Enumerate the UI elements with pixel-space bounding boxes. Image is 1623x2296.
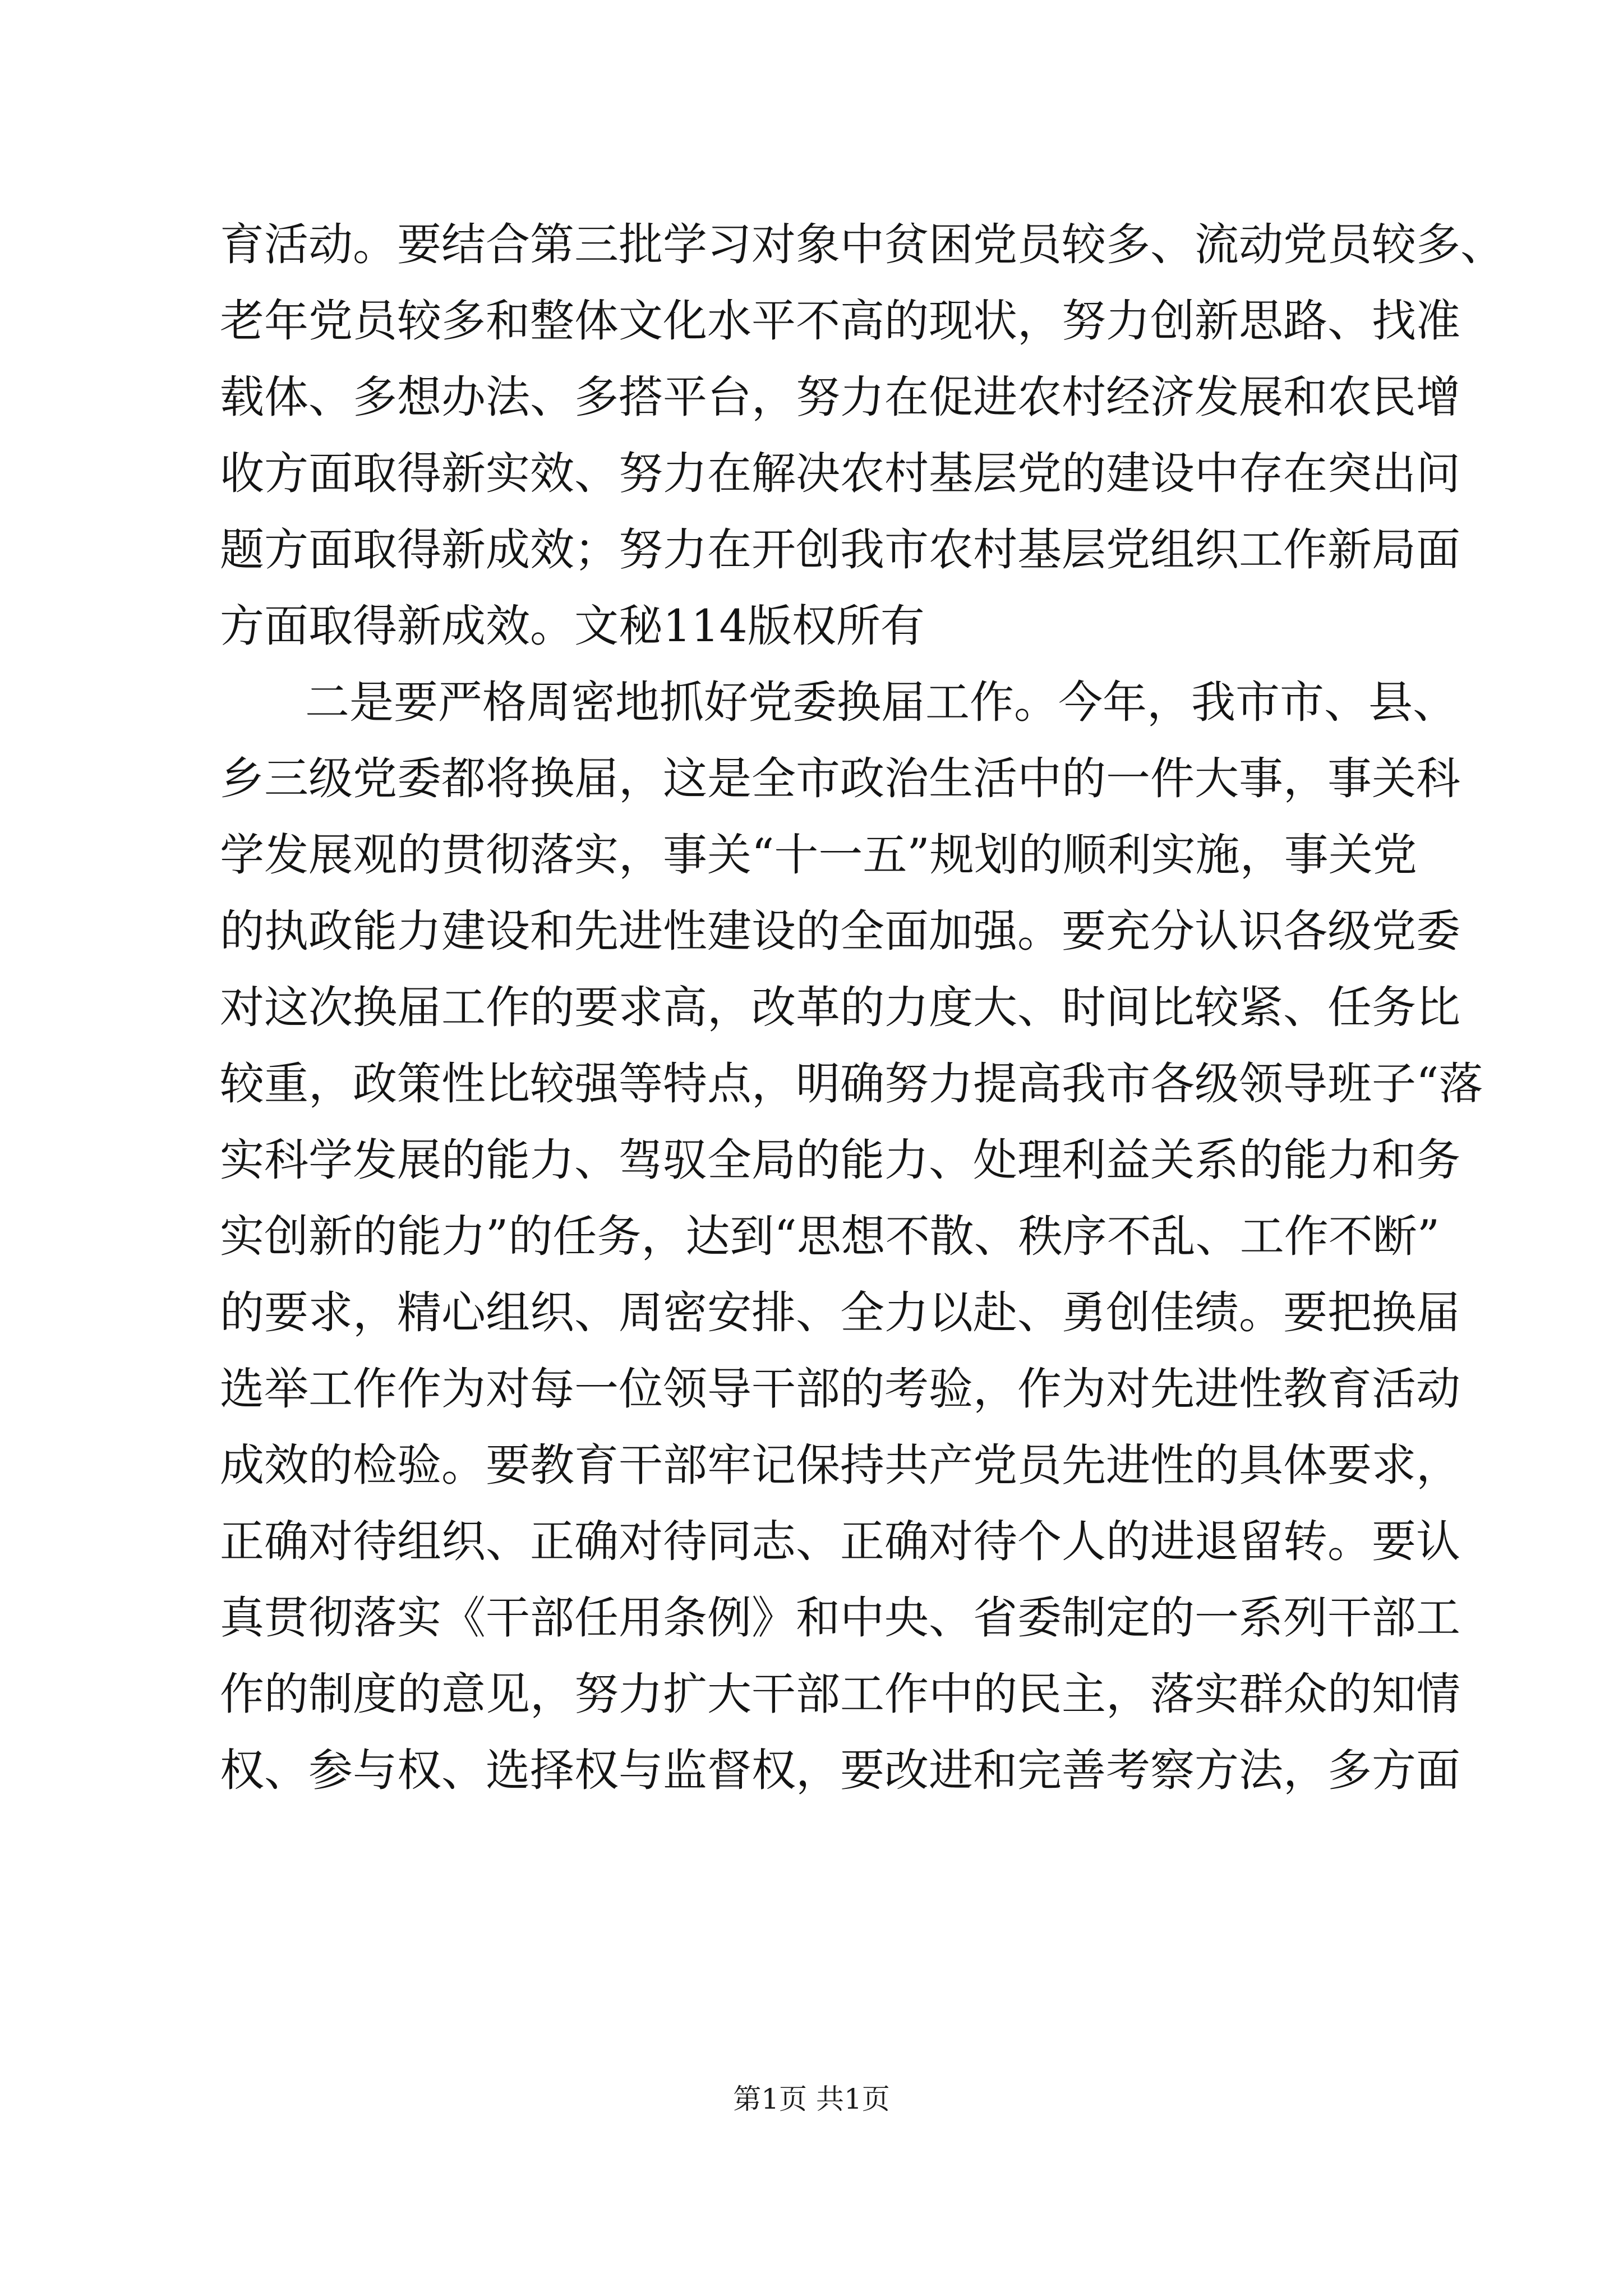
text-line: 收方面取得新实效、努力在解决农村基层党的建设中存在突出问 xyxy=(220,448,1460,499)
text-line: 的要求，精心组织、周密安排、全力以赴、勇创佳绩。要把换届 xyxy=(220,1287,1460,1338)
text-line: 育活动。要结合第三批学习对象中贫困党员较多、流动党员较多、 xyxy=(220,219,1505,270)
text-line: 作的制度的意见，努力扩大干部工作中的民主，落实群众的知情 xyxy=(220,1668,1460,1720)
text-line: 正确对待组织、正确对待同志、正确对待个人的进退留转。要认 xyxy=(220,1516,1460,1567)
text-line: 对这次换届工作的要求高，改革的力度大、时间比较紧、任务比 xyxy=(220,982,1460,1033)
paragraph xyxy=(220,664,1483,1809)
text-line: 权、参与权、选择权与监督权，要改进和完善考察方法，多方面 xyxy=(220,1745,1460,1796)
text-line: 载体、多想办法、多搭平台，努力在促进农村经济发展和农民增 xyxy=(220,371,1460,423)
page-number-footer: 第1页 共1页 xyxy=(733,2083,890,2115)
text-line: 方面取得新成效。文秘114版权所有 xyxy=(220,600,925,652)
text-line: 实创新的能力”的任务，达到“思想不散、秩序不乱、工作不断” xyxy=(220,1211,1440,1262)
text-line: 成效的检验。要教育干部牢记保持共产党员先进性的具体要求， xyxy=(220,1439,1460,1491)
text-line: 选举工作作为对每一位领导干部的考验，作为对先进性教育活动 xyxy=(220,1363,1460,1415)
text-line: 乡三级党委都将换届，这是全市政治生活中的一件大事，事关科 xyxy=(220,753,1460,804)
text-line: 题方面取得新成效；努力在开创我市农村基层党组织工作新局面 xyxy=(220,524,1460,576)
text-line: 实科学发展的能力、驾驭全局的能力、处理利益关系的能力和务 xyxy=(220,1134,1460,1186)
text-line: 老年党员较多和整体文化水平不高的现状，努力创新思路、找准 xyxy=(220,295,1460,347)
text-line: 二是要严格周密地抓好党委换届工作。今年，我市市、县、 xyxy=(305,677,1457,728)
text-line: 的执政能力建设和先进性建设的全面加强。要充分认识各级党委 xyxy=(220,905,1460,957)
text-line: 真贯彻落实《干部任用条例》和中央、省委制定的一系列干部工 xyxy=(220,1592,1460,1644)
paragraph xyxy=(220,206,1505,664)
text-line: 学发展观的贯彻落实，事关“十一五”规划的顺利实施，事关党 xyxy=(220,829,1417,881)
document-body xyxy=(220,206,1505,1809)
text-line: 较重，政策性比较强等特点，明确努力提高我市各级领导班子“落 xyxy=(220,1058,1483,1110)
